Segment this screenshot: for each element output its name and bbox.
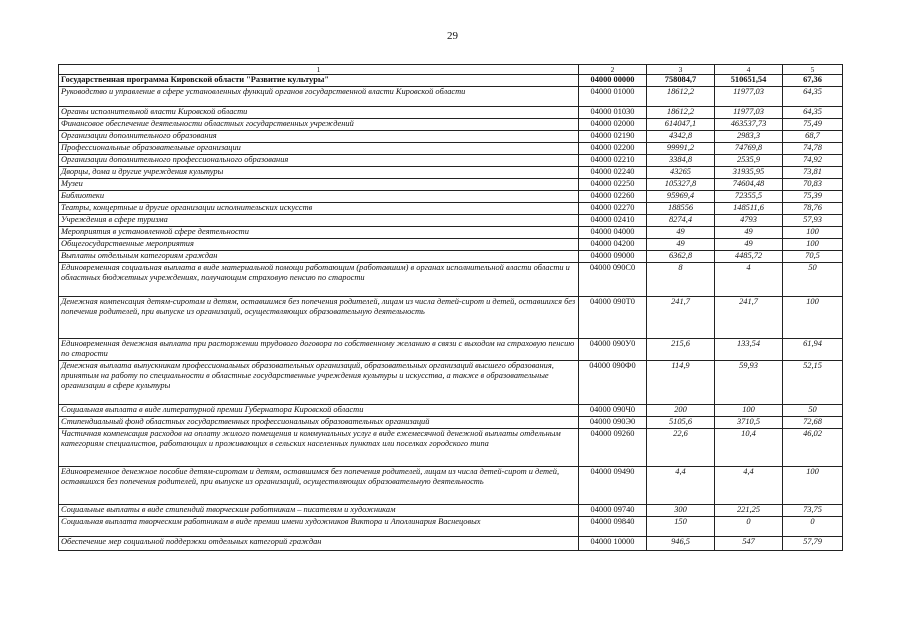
row-percent-cell: 61,94 <box>783 339 843 361</box>
row-percent-cell: 46,02 <box>783 429 843 467</box>
row-percent-cell: 52,15 <box>783 361 843 405</box>
row-plan-cell: 758084,7 <box>647 75 715 87</box>
row-plan-cell: 99991,2 <box>647 143 715 155</box>
row-percent-cell: 0 <box>783 517 843 537</box>
row-actual-cell: 221,25 <box>715 505 783 517</box>
row-percent-cell: 72,68 <box>783 417 843 429</box>
row-code-cell: 04000 090У0 <box>579 339 647 361</box>
row-plan-cell: 4342,8 <box>647 131 715 143</box>
row-name-cell: Социальные выплаты в виде стипендий творческим работникам – писателям и художникам <box>59 505 579 517</box>
table-row <box>59 167 843 179</box>
column-header: 1 <box>59 65 579 75</box>
row-actual-cell: 2535,9 <box>715 155 783 167</box>
row-percent-cell: 100 <box>783 227 843 239</box>
row-code-cell: 04000 02190 <box>579 131 647 143</box>
row-code-cell: 04000 02410 <box>579 215 647 227</box>
row-code-cell: 04000 09840 <box>579 517 647 537</box>
row-name-cell: Единовременная социальная выплата в виде материальной помощи работающим (работавшим) в органах исполнительной власти области и областных бюджетных учреждениях, получающим страховую пенсию по старости <box>59 263 579 297</box>
row-code-cell: 04000 02210 <box>579 155 647 167</box>
row-name-cell: Учреждения в сфере туризма <box>59 215 579 227</box>
row-plan-cell: 300 <box>647 505 715 517</box>
row-percent-cell: 57,93 <box>783 215 843 227</box>
row-actual-cell: 4793 <box>715 215 783 227</box>
row-percent-cell: 64,35 <box>783 107 843 119</box>
column-header: 4 <box>715 65 783 75</box>
row-code-cell: 04000 00000 <box>579 75 647 87</box>
table-row <box>59 215 843 227</box>
row-actual-cell: 4,4 <box>715 467 783 505</box>
row-code-cell: 04000 09260 <box>579 429 647 467</box>
row-percent-cell: 57,79 <box>783 537 843 551</box>
table-row <box>59 517 843 537</box>
row-plan-cell: 215,6 <box>647 339 715 361</box>
row-name-cell: Единовременное денежное пособие детям-сиротам и детям, оставшимся без попечения родителей, лицам из числа детей-сирот и детей, оставшихся без попечения родителей, при выпуске из организаций, осуществляющих образовательную деятельность <box>59 467 579 505</box>
row-code-cell: 04000 01000 <box>579 87 647 107</box>
row-plan-cell: 4,4 <box>647 467 715 505</box>
row-code-cell: 04000 02000 <box>579 119 647 131</box>
column-header: 3 <box>647 65 715 75</box>
table-row <box>59 87 843 107</box>
row-percent-cell: 64,35 <box>783 87 843 107</box>
row-actual-cell: 510651,54 <box>715 75 783 87</box>
row-name-cell: Мероприятия в установленной сфере деятельности <box>59 227 579 239</box>
row-plan-cell: 22,6 <box>647 429 715 467</box>
row-code-cell: 04000 090Т0 <box>579 297 647 339</box>
row-actual-cell: 11977,03 <box>715 87 783 107</box>
row-percent-cell: 73,81 <box>783 167 843 179</box>
row-actual-cell: 241,7 <box>715 297 783 339</box>
row-name-cell: Организации дополнительного профессионального образования <box>59 155 579 167</box>
row-plan-cell: 8 <box>647 263 715 297</box>
row-code-cell: 04000 02250 <box>579 179 647 191</box>
row-percent-cell: 50 <box>783 263 843 297</box>
row-name-cell: Выплаты отдельным категориям граждан <box>59 251 579 263</box>
row-name-cell: Профессиональные образовательные организации <box>59 143 579 155</box>
row-actual-cell: 49 <box>715 239 783 251</box>
row-code-cell: 04000 02270 <box>579 203 647 215</box>
row-percent-cell: 100 <box>783 467 843 505</box>
row-code-cell: 04000 09740 <box>579 505 647 517</box>
row-actual-cell: 4485,72 <box>715 251 783 263</box>
row-name-cell: Театры, концертные и другие организации исполнительских искусств <box>59 203 579 215</box>
row-actual-cell: 72355,5 <box>715 191 783 203</box>
table-row <box>59 191 843 203</box>
row-name-cell: Органы исполнительной власти Кировской области <box>59 107 579 119</box>
row-actual-cell: 133,54 <box>715 339 783 361</box>
row-code-cell: 04000 090Э0 <box>579 417 647 429</box>
row-name-cell: Библиотеки <box>59 191 579 203</box>
row-code-cell: 04000 090Ч0 <box>579 405 647 417</box>
row-plan-cell: 8274,4 <box>647 215 715 227</box>
header-row <box>59 65 843 75</box>
row-actual-cell: 0 <box>715 517 783 537</box>
row-code-cell: 04000 04000 <box>579 227 647 239</box>
row-plan-cell: 18612,2 <box>647 87 715 107</box>
table-row <box>59 339 843 361</box>
row-code-cell: 04000 10000 <box>579 537 647 551</box>
row-percent-cell: 75,49 <box>783 119 843 131</box>
row-percent-cell: 68,7 <box>783 131 843 143</box>
row-plan-cell: 18612,2 <box>647 107 715 119</box>
row-name-cell: Обеспечение мер социальной поддержки отдельных категорий граждан <box>59 537 579 551</box>
table-row <box>59 239 843 251</box>
row-actual-cell: 59,93 <box>715 361 783 405</box>
row-actual-cell: 3710,5 <box>715 417 783 429</box>
row-percent-cell: 74,92 <box>783 155 843 167</box>
table-row <box>59 263 843 297</box>
row-code-cell: 04000 01030 <box>579 107 647 119</box>
row-plan-cell: 3384,8 <box>647 155 715 167</box>
row-percent-cell: 70,83 <box>783 179 843 191</box>
row-name-cell: Денежная выплата выпускникам профессиональных образовательных организаций, образовательных организаций высшего образования, принятым на работу по специальности в областные государственные учреждения культуры и искусства, а также в образовательные организации в сфере культуры <box>59 361 579 405</box>
row-name-cell: Социальная выплата творческим работникам в виде премии имени художников Виктора и Аполлинария Васнецовых <box>59 517 579 537</box>
table-row <box>59 203 843 215</box>
row-percent-cell: 50 <box>783 405 843 417</box>
table-row <box>59 179 843 191</box>
table-row <box>59 143 843 155</box>
row-actual-cell: 4 <box>715 263 783 297</box>
row-code-cell: 04000 02240 <box>579 167 647 179</box>
row-plan-cell: 49 <box>647 239 715 251</box>
row-actual-cell: 31935,95 <box>715 167 783 179</box>
table-row <box>59 429 843 467</box>
row-actual-cell: 74604,48 <box>715 179 783 191</box>
row-name-cell: Государственная программа Кировской области "Развитие культуры" <box>59 75 579 87</box>
row-name-cell: Музеи <box>59 179 579 191</box>
row-plan-cell: 5105,6 <box>647 417 715 429</box>
row-code-cell: 04000 09490 <box>579 467 647 505</box>
row-actual-cell: 463537,73 <box>715 119 783 131</box>
table-row <box>59 251 843 263</box>
table-row <box>59 227 843 239</box>
row-actual-cell: 148511,6 <box>715 203 783 215</box>
row-percent-cell: 73,75 <box>783 505 843 517</box>
row-percent-cell: 78,76 <box>783 203 843 215</box>
row-name-cell: Дворцы, дома и другие учреждения культуры <box>59 167 579 179</box>
row-plan-cell: 150 <box>647 517 715 537</box>
row-percent-cell: 74,78 <box>783 143 843 155</box>
table-row <box>59 467 843 505</box>
row-percent-cell: 67,36 <box>783 75 843 87</box>
row-percent-cell: 75,39 <box>783 191 843 203</box>
row-actual-cell: 11977,03 <box>715 107 783 119</box>
table-row <box>59 297 843 339</box>
row-name-cell: Финансовое обеспечение деятельности областных государственных учреждений <box>59 119 579 131</box>
row-actual-cell: 547 <box>715 537 783 551</box>
row-plan-cell: 241,7 <box>647 297 715 339</box>
row-name-cell: Частичная компенсация расходов на оплату жилого помещения и коммунальных услуг в виде ежемесячной денежной выплаты отдельным категориям специалистов, работающих и проживающих в сельских населенных пунктах или поселках городского типа <box>59 429 579 467</box>
table-row <box>59 361 843 405</box>
table-row <box>59 107 843 119</box>
table-row <box>59 75 843 87</box>
table-row <box>59 155 843 167</box>
row-name-cell: Единовременная денежная выплата при расторжении трудового договора по собственному желанию в связи с выходом на страховую пенсию по старости <box>59 339 579 361</box>
row-plan-cell: 946,5 <box>647 537 715 551</box>
row-code-cell: 04000 09000 <box>579 251 647 263</box>
row-plan-cell: 105327,8 <box>647 179 715 191</box>
row-percent-cell: 70,5 <box>783 251 843 263</box>
row-actual-cell: 100 <box>715 405 783 417</box>
row-code-cell: 04000 02200 <box>579 143 647 155</box>
table-row <box>59 131 843 143</box>
row-name-cell: Социальная выплата в виде литературной премии Губернатора Кировской области <box>59 405 579 417</box>
table-row <box>59 119 843 131</box>
row-plan-cell: 188556 <box>647 203 715 215</box>
row-plan-cell: 200 <box>647 405 715 417</box>
row-actual-cell: 2983,3 <box>715 131 783 143</box>
table-row <box>59 537 843 551</box>
row-actual-cell: 49 <box>715 227 783 239</box>
row-code-cell: 04000 090Ф0 <box>579 361 647 405</box>
row-plan-cell: 614047,1 <box>647 119 715 131</box>
table-row <box>59 505 843 517</box>
row-code-cell: 04000 02260 <box>579 191 647 203</box>
row-plan-cell: 6362,8 <box>647 251 715 263</box>
row-name-cell: Денежная компенсация детям-сиротам и детям, оставшимся без попечения родителей, лицам из числа детей-сирот и детей, оставшихся без попечения родителей, при выпуске из организаций, осуществляющих образовательную деятельность <box>59 297 579 339</box>
budget-table <box>58 64 843 551</box>
row-name-cell: Общегосударственные мероприятия <box>59 239 579 251</box>
row-code-cell: 04000 04200 <box>579 239 647 251</box>
column-header: 5 <box>783 65 843 75</box>
row-plan-cell: 95969,4 <box>647 191 715 203</box>
row-percent-cell: 100 <box>783 297 843 339</box>
row-name-cell: Стипендиальный фонд областных государственных профессиональных образовательных организаций <box>59 417 579 429</box>
row-plan-cell: 49 <box>647 227 715 239</box>
row-plan-cell: 114,9 <box>647 361 715 405</box>
row-actual-cell: 10,4 <box>715 429 783 467</box>
row-plan-cell: 43265 <box>647 167 715 179</box>
table-row <box>59 417 843 429</box>
column-header: 2 <box>579 65 647 75</box>
row-name-cell: Организации дополнительного образования <box>59 131 579 143</box>
row-actual-cell: 74769,8 <box>715 143 783 155</box>
page-number: 29 <box>447 30 458 42</box>
row-percent-cell: 100 <box>783 239 843 251</box>
table-row <box>59 405 843 417</box>
row-code-cell: 04000 090С0 <box>579 263 647 297</box>
row-name-cell: Руководство и управление в сфере установленных функций органов государственной власти Кировской области <box>59 87 579 107</box>
